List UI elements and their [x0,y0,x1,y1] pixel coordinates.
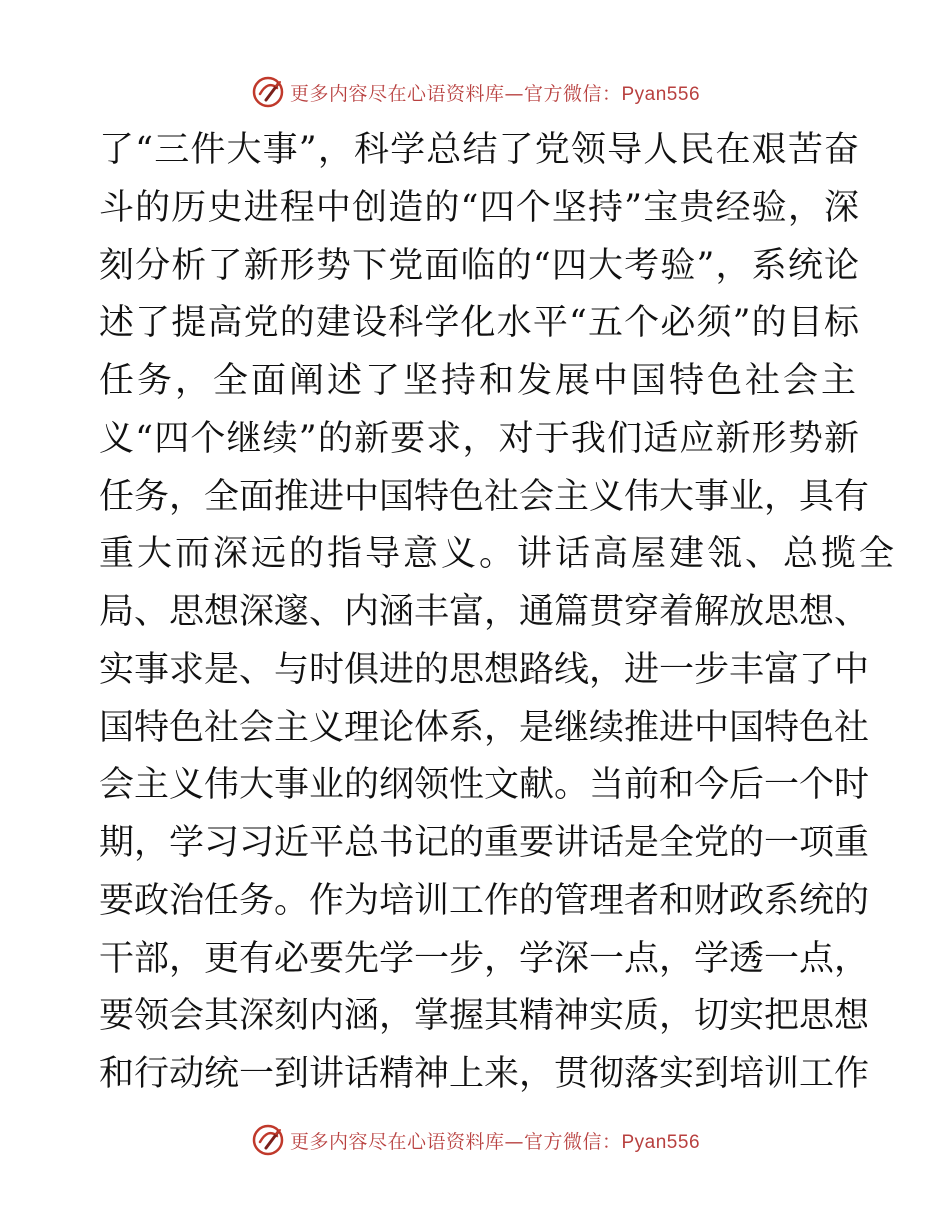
brand-logo-icon [250,74,286,110]
document-body [99,122,898,1104]
text-line: 斗的历史进程中创造的“四个坚持”宝贵经验，深 [99,187,859,228]
text-line: 国特色社会主义理论体系，是继续推进中国特色社 [99,707,870,748]
text-line: 会主义伟大事业的纲领性文献。当前和今后一个时 [99,765,870,806]
text-line: 任务，全面推进中国特色社会主义伟大事业，具有 [99,476,870,517]
brand-logo-icon [250,1122,286,1158]
header-watermark [0,72,950,112]
text-line: 实事求是、与时俱进的思想路线，进一步丰富了中 [99,649,870,690]
text-line: 义“四个继续”的新要求，对于我们适应新形势新 [99,418,859,459]
text-line: 刻分析了新形势下党面临的“四大考验”，系统论 [99,245,859,286]
text-line: 要领会其深刻内涵，掌握其精神实质，切实把思想 [99,996,870,1037]
text-line: 期，学习习近平总书记的重要讲话是全党的一项重 [99,823,870,863]
text-line: 重大而深远的指导意义。讲话高屋建瓴、总揽全 [99,534,898,575]
text-line: 干部，更有必要先学一步，学深一点，学透一点， [99,938,870,979]
text-line: 要政治任务。作为培训工作的管理者和财政系统的 [99,880,870,921]
text-line: 和行动统一到讲话精神上来，贯彻落实到培训工作 [99,1054,870,1094]
watermark-text: 更多内容尽在心语资料库—官方微信：Pyan556 [289,82,701,105]
text-line: 任务，全面阐述了坚持和发展中国特色社会主 [99,361,860,401]
text-line: 述了提高党的建设科学化水平“五个必须”的目标 [99,303,859,344]
text-line: 局、思想深邃、内涵丰富，通篇贯穿着解放思想、 [99,592,870,632]
watermark-text: 更多内容尽在心语资料库—官方微信：Pyan556 [289,1130,701,1153]
footer-watermark [0,1120,950,1160]
text-line: 了“三件大事”，科学总结了党领导人民在艰苦奋 [99,130,859,170]
